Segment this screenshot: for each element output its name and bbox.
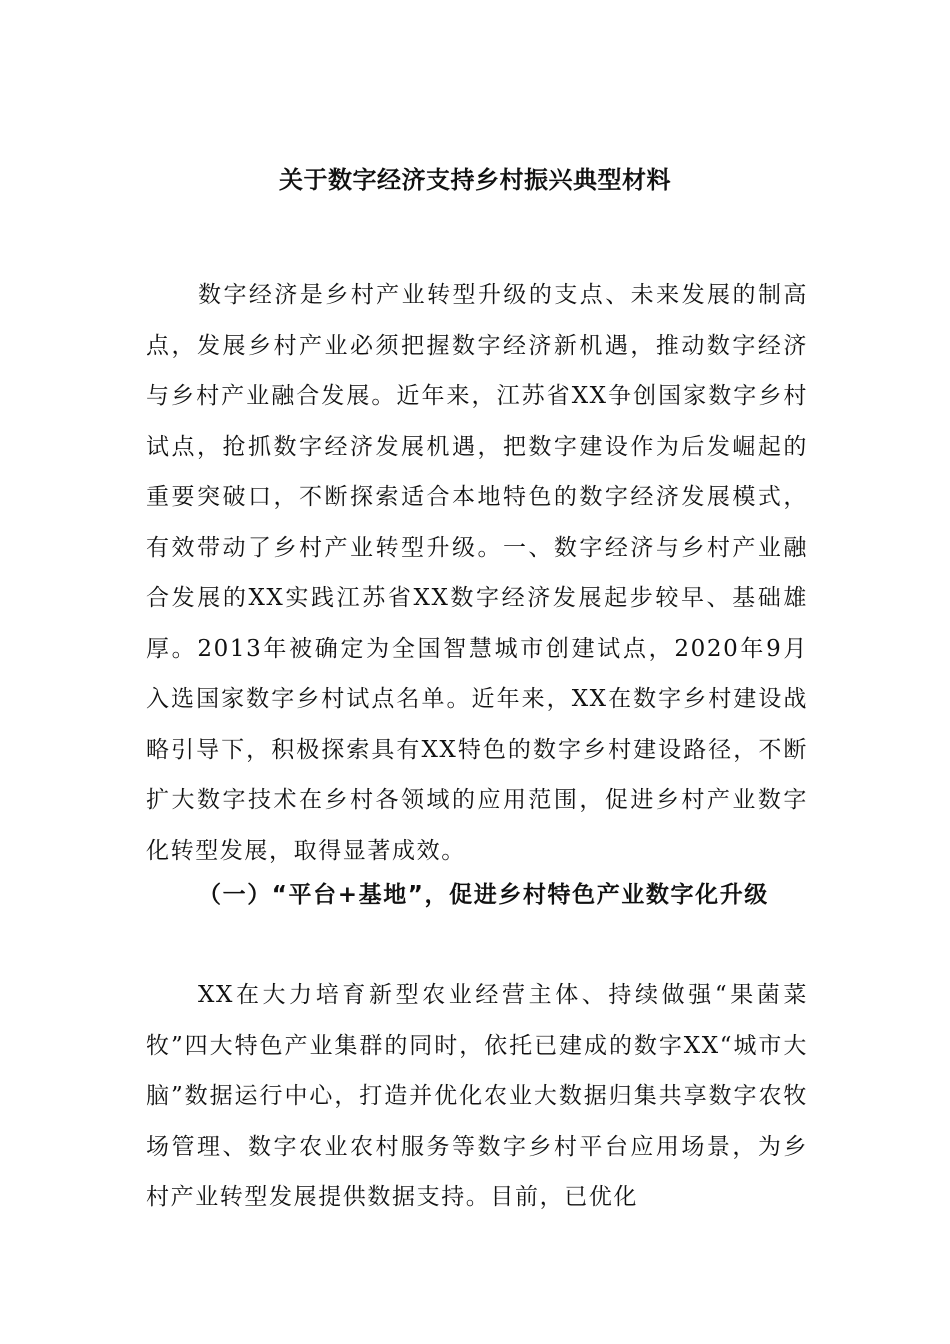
body-paragraph: 数字经济是乡村产业转型升级的支点、未来发展的制高点，发展乡村产业必须把握数字经济新机遇，推动数字经济与乡村产业融合发展。近年来，江苏省XX争创国家数字乡村试点，抢抓数字经济发展机遇，把数字建设作为后发崛起的重要突破口，不断探索适合本地特色的数字经济发展模式，有效带动了乡村产业转型升级。一、数字经济与乡村产业融合发展的XX实践江苏省XX数字经济发展起步较早、基础雄厚。2013年被确定为全国智慧城市创建试点，2020年9月入选国家数字乡村试点名单。近年来，XX在数字乡村建设战略引导下，积极探索具有XX特色的数字乡村建设路径，不断扩大数字技术在乡村各领域的应用范围，促进乡村产业数字化转型发展，取得显著成效。	[146, 282, 808, 864]
section-paragraph: XX在大力培育新型农业经营主体、持续做强“果菌菜牧”四大特色产业集群的同时，依托已建成的数字XX“城市大脑”数据运行中心，打造并优化农业大数据归集共享数字农牧场管理、数字农业农村服务等数字乡村平台应用场景，为乡村产业转型发展提供数据支持。目前，已优化	[146, 982, 808, 1210]
section-heading: （一）“平台+基地”，促进乡村特色产业数字化升级	[198, 882, 769, 908]
document-title: 关于数字经济支持乡村振兴典型材料	[279, 166, 671, 194]
